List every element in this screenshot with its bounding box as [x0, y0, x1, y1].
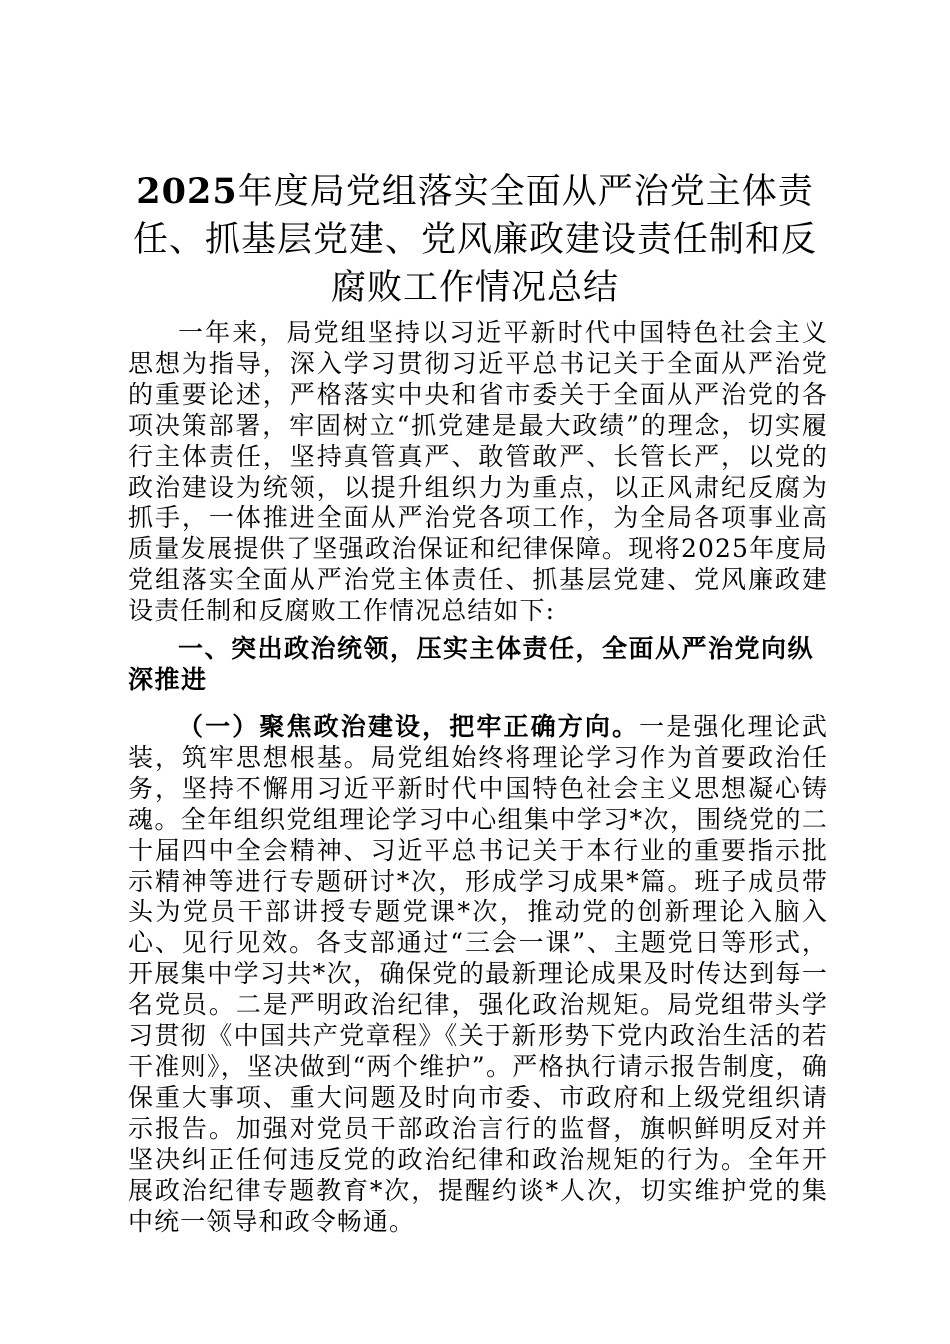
- section-heading: 一、突出政治统领，压实主体责任，全面从严治党向纵深推进: [128, 634, 815, 694]
- sub-heading: （一）聚焦政治建设，把牢正确方向。: [178, 712, 640, 741]
- title-text: 年度局党组落实全面从严治党主体责任、抓基层党建、党风廉政建设责任制和反腐败工作情况总结: [132, 172, 817, 308]
- title-year: 2025: [136, 171, 238, 212]
- document-title: [118, 168, 832, 312]
- section-body-text: 一是强化理论武装，筑牢思想根基。局党组始终将理论学习作为首要政治任务，坚持不懈用习近平新时代中国特色社会主义思想凝心铸魂。全年组织党组理论学习中心组集中学习*次，围绕党的二十届四中全会精神、习近平总书记关于本行业的重要指示批示精神等进行专题研讨*次，形成学习成果*篇。班子成员带头为党员干部讲授专题党课*次，推动党的创新理论入脑入心、见行见效。各支部通过“三会一课”、主题党日等形式，开展集中学习共*次，确保党的最新理论成果及时传达到每一名党员。二是严明政治纪律，强化政治规矩。局党组带头学习贯彻《中国共产党章程》《关于新形势下党内政治生活的若干准则》，坚决做到“两个维护”。严格执行请示报告制度，确保重大事项、重大问题及时向市委、市政府和上级党组织请示报告。加强对党员干部政治言行的监督，旗帜鲜明反对并坚决纠正任何违反党的政治纪律和政治规矩的行为。全年开展政治纪律专题教育*次，提醒约谈*人次，切实维护党的集中统一领导和政令畅通。: [128, 712, 828, 1236]
- section-paragraph: [128, 712, 828, 1237]
- intro-paragraph: 一年来，局党组坚持以习近平新时代中国特色社会主义思想为指导，深入学习贯彻习近平总书记关于全面从严治党的重要论述，严格落实中央和省市委关于全面从严治党的各项决策部署，牢固树立“抓党建是最大政绩”的理念，切实履行主体责任，坚持真管真严、敢管敢严、长管长严，以党的政治建设为统领，以提升组织力为重点，以正风肃纪反腐为抓手，一体推进全面从严治党各项工作，为全局各项事业高质量发展提供了坚强政治保证和纪律保障。现将2025年度局党组落实全面从严治党主体责任、抓基层党建、党风廉政建设责任制和反腐败工作情况总结如下:: [128, 318, 828, 626]
